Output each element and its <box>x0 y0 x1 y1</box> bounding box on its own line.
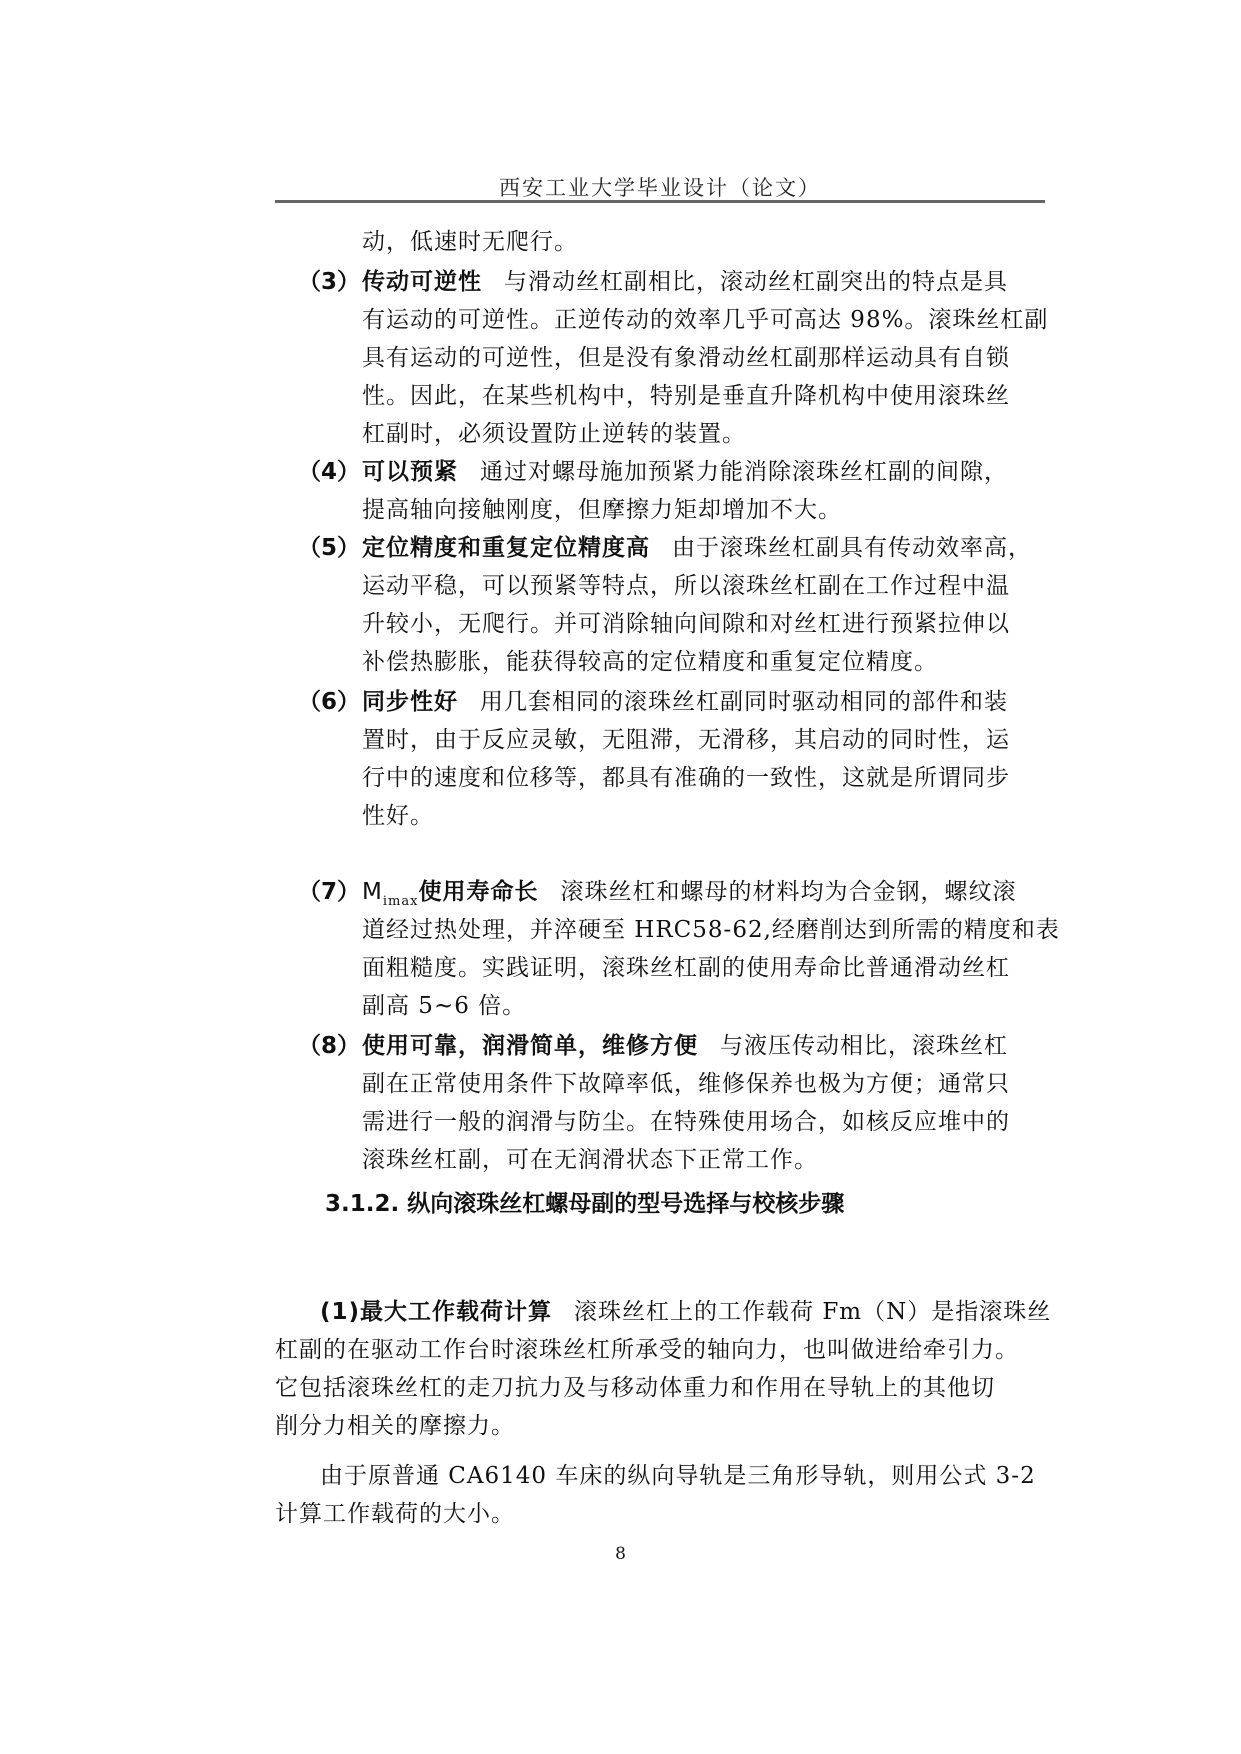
item-text: 由于滚珠丝杠副具有传动效率高， <box>672 535 1032 561</box>
text-line: 具有运动的可逆性，但是没有象滑动丝杠副那样运动具有自锁 <box>362 345 1010 371</box>
item-number: （4） <box>298 459 361 485</box>
item-first-line <box>362 456 1008 488</box>
text-line: 杠副的在驱动工作台时滚珠丝杠所承受的轴向力，也叫做进给牵引力。 <box>275 1337 1019 1363</box>
page-number: 8 <box>615 1544 626 1564</box>
item-first-line <box>362 876 1016 918</box>
text-line: 副在正常使用条件下故障率低，维修保养也极为方便；通常只 <box>362 1071 1010 1097</box>
text-line: 由于原普通 CA6140 车床的纵向导轨是三角形导轨，则用公式 3-2 <box>320 1463 1036 1489</box>
header-rule <box>275 200 1045 203</box>
text-line: 有运动的可逆性。正逆传动的效率几乎可高达 98%。滚珠丝杠副 <box>362 307 1049 333</box>
paragraph-text: 滚珠丝杠上的工作载荷 Fm（N）是指滚珠丝 <box>574 1299 1052 1325</box>
paragraph-first-line <box>320 1296 1051 1328</box>
item-first-line <box>362 686 1008 718</box>
text-line: 行中的速度和位移等，都具有准确的一致性，这就是所谓同步 <box>362 765 1010 791</box>
item-title: 可以预紧 <box>362 459 458 485</box>
page-header: 西安工业大学毕业设计（论文） <box>499 176 821 200</box>
item-text: 滚珠丝杠和螺母的材料均为合金钢，螺纹滚 <box>560 879 1017 905</box>
item-first-line <box>362 1030 1008 1062</box>
item-text: 与液压传动相比，滚珠丝杠 <box>720 1033 1008 1059</box>
item-number: （3） <box>298 269 361 295</box>
text-line: 滚珠丝杠副，可在无润滑状态下正常工作。 <box>362 1147 818 1173</box>
text-line: 性。因此，在某些机构中，特别是垂直升降机构中使用滚珠丝 <box>362 383 1010 409</box>
item-first-line <box>362 266 1008 298</box>
text-line: 动，低速时无爬行。 <box>362 229 578 255</box>
item-title: 传动可逆性 <box>362 269 482 295</box>
item-title: 同步性好 <box>362 689 458 715</box>
item-title: 使用寿命长 <box>418 879 539 905</box>
item-number: （8） <box>298 1033 361 1059</box>
item-title: 定位精度和重复定位精度高 <box>362 535 650 561</box>
text-line: 面粗糙度。实践证明，滚珠丝杠副的使用寿命比普通滑动丝杠 <box>362 955 1010 981</box>
text-line: 它包括滚珠丝杠的走刀抗力及与移动体重力和作用在导轨上的其他切 <box>275 1375 995 1401</box>
formula-subscript: imax <box>382 894 419 909</box>
item-number: （7） <box>298 879 361 905</box>
item-text: 通过对螺母施加预紧力能消除滚珠丝杠副的间隙， <box>480 459 1008 485</box>
item-number: （5） <box>298 535 361 561</box>
paragraph-title: (1)最大工作载荷计算 <box>320 1299 553 1325</box>
text-line: 副高 5~6 倍。 <box>362 993 527 1019</box>
item-text: 用几套相同的滚珠丝杠副同时驱动相同的部件和装 <box>480 689 1008 715</box>
item-title: 使用可靠，润滑简单，维修方便 <box>362 1033 698 1059</box>
item-number: （6） <box>298 689 361 715</box>
section-heading: 3.1.2. 纵向滚珠丝杠螺母副的型号选择与校核步骤 <box>325 1191 845 1217</box>
text-line: 削分力相关的摩擦力。 <box>275 1413 515 1439</box>
formula-symbol: M <box>362 879 383 905</box>
text-line: 补偿热膨胀，能获得较高的定位精度和重复定位精度。 <box>362 649 938 675</box>
item-text: 与滑动丝杠副相比，滚动丝杠副突出的特点是具 <box>504 269 1008 295</box>
text-line: 置时，由于反应灵敏，无阻滞，无滑移，其启动的同时性，运 <box>362 727 1010 753</box>
text-line: 杠副时，必须设置防止逆转的装置。 <box>362 421 746 447</box>
text-line: 提高轴向接触刚度，但摩擦力矩却增加不大。 <box>362 497 842 523</box>
item-first-line <box>362 532 1032 564</box>
text-line: 道经过热处理，并淬硬至 HRC58-62,经磨削达到所需的精度和表 <box>362 917 1060 943</box>
text-line: 性好。 <box>362 803 434 829</box>
text-line: 需进行一般的润滑与防尘。在特殊使用场合，如核反应堆中的 <box>362 1109 1010 1135</box>
text-line: 升较小，无爬行。并可消除轴向间隙和对丝杠进行预紧拉伸以 <box>362 611 1010 637</box>
text-line: 运动平稳，可以预紧等特点，所以滚珠丝杠副在工作过程中温 <box>362 573 1010 599</box>
text-line: 计算工作载荷的大小。 <box>275 1501 515 1527</box>
